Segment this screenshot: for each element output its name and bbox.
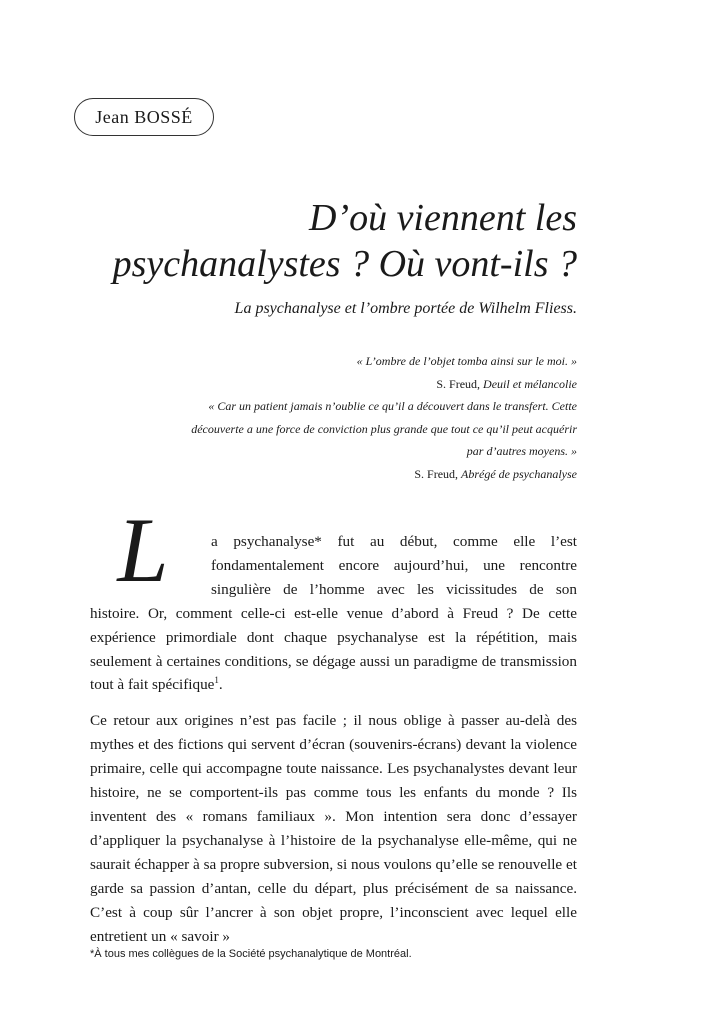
p1-line-2: fondamentalement encore aujourd’hui, une rencontre [211, 556, 577, 574]
footnote-ref-1: 1 [214, 675, 219, 686]
epigraph-attribution-1 [127, 373, 577, 396]
epigraph-author-1: S. Freud, [436, 376, 481, 391]
epigraph-attribution-2 [127, 463, 577, 486]
footnote: *À tous mes collègues de la Société psychanalytique de Montréal. [90, 948, 412, 960]
drop-cap: L [117, 499, 169, 601]
author-tag [74, 98, 214, 136]
p1-rest: histoire. Or, comment celle-ci est-elle venue d’abord à Freud ? De cette expérience primordiale dont chaque psychanalyse est la répétition, mais seulement à certaines conditions, se dégage aussi un paradigme de transmission tout à fait spécifique [90, 604, 577, 694]
author-name: Jean BOSSÉ [95, 106, 193, 127]
epigraph-quote-2-line-3: par d’autres moyens. » [466, 444, 577, 459]
epigraph-author-2: S. Freud, [414, 466, 459, 481]
p1-end: . [218, 676, 223, 694]
article-subtitle: La psychanalyse et l’ombre portée de Wilhelm Fliess. [234, 300, 577, 317]
epigraph-work-1: Deuil et mélancolie [483, 376, 577, 391]
article-title [57, 195, 577, 287]
p1-line-1: a psychanalyse* fut au début, comme elle l’est [211, 533, 577, 550]
epigraph-work-2: Abrégé de psychanalyse [461, 466, 577, 481]
paragraph-1 [90, 530, 577, 697]
epigraph-quote-2-line-1: « Car un patient jamais n’oublie ce qu’il a découvert dans le transfert. Cette [208, 399, 577, 414]
paragraph-2: Ce retour aux origines n’est pas facile ; il nous oblige à passer au-delà des mythes et des fictions qui servent d’écran (souvenirs-écrans) devant la violence primaire, celle qui accompagne toute naissance. Les psychanalystes devant leur histoire, ne se comportent-ils pas comme tous les enfants du monde ? Ils inventent des « romans familiaux ». Mon intention sera donc d’essayer d’appliquer la psychanalyse à l’histoire de la psychanalyse elle-même, qui ne saurait échapper à sa propre subversion, si nous voulons qu’elle se renouvelle et garde sa passion d’antan, celle du départ, plus précisément de sa naissance. C’est à coup sûr l’ancrer à son objet propre, l’inconscient avec lequel elle entretient un « savoir » [90, 712, 577, 945]
title-line-1: D’où viennent les [308, 197, 577, 239]
body-text [90, 530, 577, 948]
epigraphs [127, 350, 577, 486]
epigraph-quote-2-line-2: découverte a une force de conviction plus grande que tout ce qu’il peut acquérir [191, 421, 577, 436]
epigraph-quote-1: « L’ombre de l’objet tomba ainsi sur le moi. » [356, 354, 577, 368]
title-line-2: psychanalystes ? Où vont-ils ? [112, 243, 577, 285]
p1-line-3: singulière de l’homme avec les vicissitudes de son [211, 580, 577, 598]
